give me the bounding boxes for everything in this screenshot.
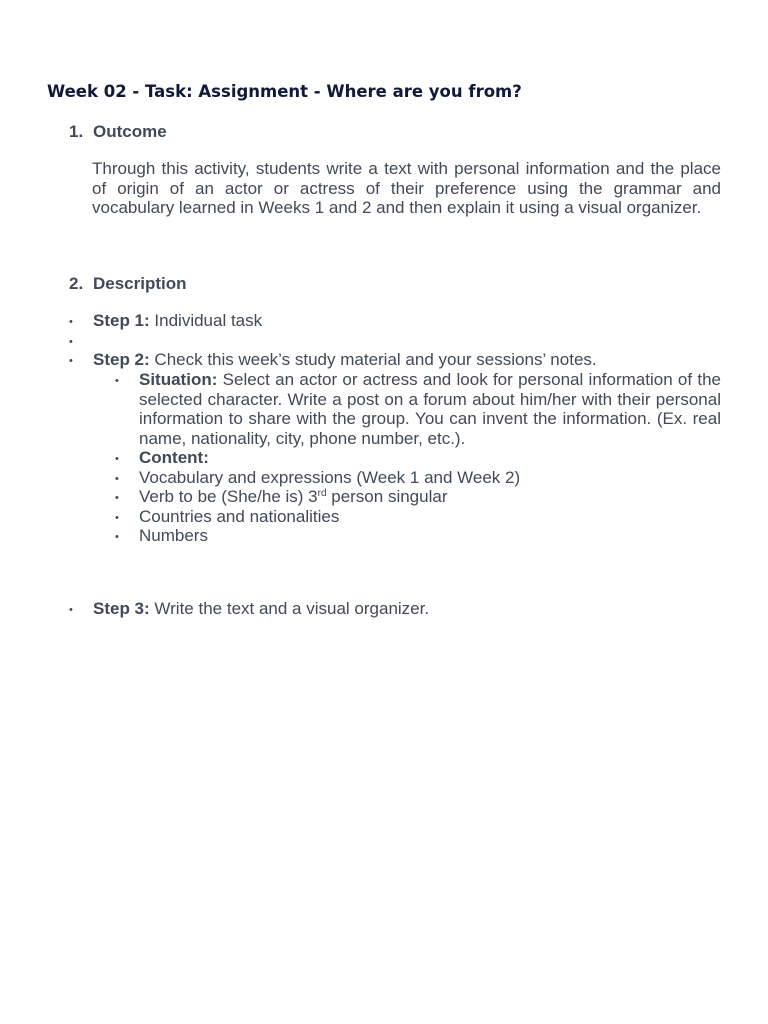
countries-item: Countries and nationalities — [139, 507, 340, 526]
outcome-paragraph: Through this activity, students write a text with personal information and the place of origin of an actor or actress of their preference using the grammar and vocabulary learned in Weeks 1 and 2 and then explain it using a visual organizer. — [92, 159, 721, 218]
outcome-heading — [69, 122, 167, 142]
step-3-label: Step 3: — [93, 599, 150, 618]
bullet-icon: • — [69, 316, 73, 328]
situation-text: Select an actor or actress and look for personal information of the selected character. Write a post on a forum about him/her with their personal information to share with the group. You can invent the information. (Ex. real name, nationality, city, phone number, etc.). — [139, 370, 721, 448]
bullet-icon: • — [69, 355, 73, 367]
empty-bullet-icon: • — [69, 336, 73, 348]
content-label: Content: — [139, 448, 209, 467]
page-title: Week 02 - Task: Assignment - Where are you from? — [47, 82, 522, 101]
bullet-icon: • — [69, 604, 73, 616]
bullet-icon: • — [115, 512, 119, 524]
bullet-icon: • — [115, 473, 119, 485]
bullet-icon: • — [115, 453, 119, 465]
step-1-label: Step 1: — [93, 311, 150, 330]
verb-superscript: rd — [317, 488, 327, 499]
step-2-text: Check this week’s study material and your sessions’ notes. — [149, 350, 597, 369]
verb-text-after: person singular — [326, 487, 448, 506]
outcome-heading-label: Outcome — [93, 122, 167, 141]
numbers-item: Numbers — [139, 526, 208, 545]
step-2-label: Step 2: — [93, 350, 150, 369]
step-1-text: Individual task — [149, 311, 263, 330]
description-number: 2. — [69, 274, 84, 293]
verb-text: Verb to be (She/he is) 3 — [139, 487, 318, 506]
bullet-icon: • — [115, 492, 119, 504]
vocabulary-item: Vocabulary and expressions (Week 1 and Week 2) — [139, 468, 521, 487]
situation-item — [139, 370, 721, 448]
bullet-icon: • — [115, 375, 119, 387]
bullet-icon: • — [115, 531, 119, 543]
description-heading — [69, 274, 187, 294]
verb-item — [139, 487, 447, 507]
step-2 — [93, 350, 597, 370]
outcome-number: 1. — [69, 122, 84, 141]
step-1 — [93, 311, 262, 331]
situation-label: Situation: — [139, 370, 218, 389]
content-item — [139, 448, 209, 468]
description-heading-label: Description — [93, 274, 187, 293]
step-3-text: Write the text and a visual organizer. — [149, 599, 430, 618]
step-3 — [93, 599, 429, 619]
